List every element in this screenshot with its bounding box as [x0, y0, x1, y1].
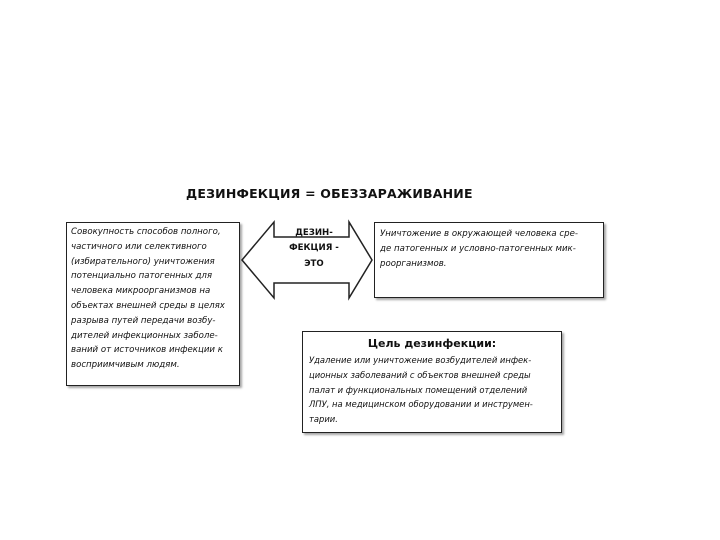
definition-box-left: [66, 222, 240, 386]
center-label: ДЕЗИН- ФЕКЦИЯ - ЭТО: [289, 228, 339, 269]
definition-box-right: [374, 222, 604, 298]
goal-title: Цель дезинфекции:: [367, 337, 497, 350]
goal-text: Удаление или уничтожение возбудителей инфек- ционных заболеваний с объектов внешней среды палат и функциональных помещений отделений ЛПУ, на медицинском оборудовании и инструмен- тарии.: [309, 355, 533, 425]
goal-box: [302, 331, 562, 433]
diagram-title: ДЕЗИНФЕКЦИЯ = ОБЕЗЗАРАЖИВАНИЕ: [186, 186, 473, 201]
definition-right-text: Уничтожение в окружающей человека сре- де патогенных и условно-патогенных мик- роорганизмов.: [380, 229, 578, 269]
definition-left-text: Совокупность способов полного, частичного или селективного (избирательного) уничтожения потенциально патогенных для человека микроорганизмов на объектах внешней среды в целях разрыва путей передачи возбу- дителей инфекционных заболе- ваний от источников инфекции к восприимчивым людям.: [71, 227, 225, 371]
